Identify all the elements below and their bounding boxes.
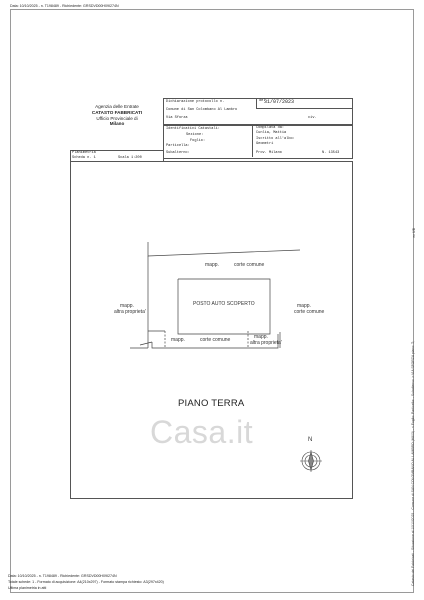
plan-right-mapp: mapp.	[297, 303, 311, 309]
bottom-stamp-last: Ultima planimetria in atti	[8, 586, 47, 590]
scheda-label: Scheda n. 1	[72, 156, 96, 160]
right-margin-label: ex 6/B	[412, 228, 416, 238]
right-margin-catasto: Catasto dei Fabbricati - Situazione al 10/10/2025 - Comune di SAN COLOMBANO AL LAMBRO (H803) - < Foglio: Particella: - Subalterno: > VIA SFORZA piano: T;	[411, 341, 415, 586]
plan-left-mapp: mapp.	[120, 303, 134, 309]
planimetria-label: Planimetria	[72, 151, 96, 155]
plan-right-corte: corte comune	[294, 309, 325, 315]
bottom-stamp: Data: 10/10/2025 - n. T198489 - Richiedente: GRSDVD00H09I274N	[8, 574, 117, 578]
subalterno-label: Subalterno:	[166, 151, 190, 155]
agency-catasto: CATASTO FABBRICATI	[91, 109, 143, 115]
date-label: del	[259, 99, 266, 103]
plan-corte-top: corte comune	[234, 262, 265, 268]
civ-text: civ.	[308, 116, 317, 120]
compilata-label: Compilata da:	[256, 126, 285, 130]
plan-bottom-proprieta2: altra proprieta'	[250, 340, 282, 346]
plan-left-proprieta: altra proprieta'	[114, 309, 146, 315]
albo-text: Geometri	[256, 142, 274, 146]
north-label: N	[308, 437, 313, 443]
floor-title: PIANO TERRA	[178, 398, 245, 409]
bottom-stamp-format: Totale schede: 1 - Formato di acquisizione: A4(210x297) - Formato stampa richiesto: A3(297x420)	[8, 580, 164, 584]
declaration-date: 31/07/2023	[264, 99, 295, 105]
foglio-label: Foglio:	[190, 139, 206, 143]
albo-number: N. 13543	[322, 151, 340, 155]
via-text: Via Sforza	[166, 116, 188, 120]
plan-bottom-mapp: mapp.	[171, 337, 185, 343]
north-arrow-icon	[300, 450, 322, 472]
watermark-logo: Casa.it	[150, 414, 254, 450]
plan-bottom-mapp2: mapp.	[254, 334, 268, 340]
plan-posto-auto: POSTO AUTO SCOPERTO	[193, 301, 255, 307]
identificativi-label: Identificativi Catastali:	[166, 127, 220, 131]
sezione-label: Sezione:	[186, 133, 204, 137]
declaration-label: Dichiarazione protocollo n.	[166, 100, 225, 104]
agency-name: Agenzia delle Entrate	[95, 104, 139, 109]
agency-ufficio: Ufficio Provinciale di	[96, 115, 138, 121]
scala-label: Scala 1:200	[118, 156, 142, 160]
iscritto-label: Iscritto all'albo:	[256, 137, 295, 141]
top-stamp: Data: 10/10/2025 - n. T198489 - Richiedente: GRSDVD00H09I274N	[10, 4, 119, 8]
comune-text: Comune di San Colombano Al Lambro	[166, 108, 238, 112]
plan-mapp-top: mapp.	[205, 262, 219, 268]
prov-text: Prov. Milano	[256, 151, 282, 155]
plan-bottom-corte: corte comune	[200, 337, 231, 343]
compilatore-name: Cunlia, Mattia	[256, 131, 287, 135]
agency-city: Milano	[109, 121, 125, 127]
particella-label: Particella:	[166, 144, 190, 148]
